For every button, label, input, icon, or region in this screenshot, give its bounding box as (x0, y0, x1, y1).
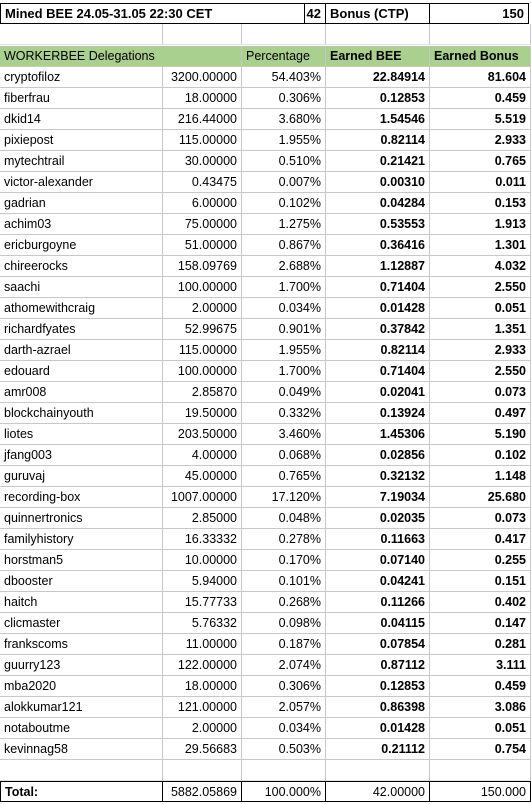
blank-cell[interactable] (326, 24, 430, 45)
table-row (0, 172, 531, 193)
blank-cell[interactable] (0, 24, 163, 45)
earned-bonus-cell[interactable]: 4.032 (430, 256, 531, 277)
earned-bee-cell[interactable]: 0.12853 (326, 88, 430, 109)
earned-bonus-cell[interactable]: 0.459 (430, 676, 531, 697)
percentage-cell[interactable]: 0.901% (242, 319, 326, 340)
table-row (0, 340, 531, 361)
delegated-amount[interactable]: 100.00000 (163, 361, 242, 382)
delegated-amount[interactable]: 2.85000 (163, 508, 242, 529)
delegated-amount[interactable]: 45.00000 (163, 466, 242, 487)
summary-row (0, 3, 531, 24)
percentage-cell[interactable]: 1.955% (242, 340, 326, 361)
percentage-cell[interactable]: 2.074% (242, 655, 326, 676)
delegated-amount[interactable]: 51.00000 (163, 235, 242, 256)
percentage-cell[interactable]: 0.034% (242, 718, 326, 739)
blank-cell[interactable] (163, 24, 242, 45)
earned-bonus-cell[interactable]: 0.102 (430, 445, 531, 466)
table-row (0, 277, 531, 298)
delegated-amount[interactable]: 216.44000 (163, 109, 242, 130)
percentage-cell[interactable]: 0.049% (242, 382, 326, 403)
earned-bee-cell[interactable]: 0.32132 (326, 466, 430, 487)
blank-cell[interactable] (163, 760, 242, 781)
earned-bonus-cell[interactable]: 1.351 (430, 319, 531, 340)
earned-bonus-cell[interactable]: 0.497 (430, 403, 531, 424)
earned-bonus-cell[interactable]: 3.086 (430, 697, 531, 718)
delegated-amount[interactable]: 15.77733 (163, 592, 242, 613)
earned-bee-cell[interactable]: 0.01428 (326, 298, 430, 319)
table-row (0, 550, 531, 571)
percentage-cell[interactable]: 3.680% (242, 109, 326, 130)
delegated-amount[interactable]: 158.09769 (163, 256, 242, 277)
earned-bee-cell[interactable]: 0.04241 (326, 571, 430, 592)
percentage-cell[interactable]: 54.403% (242, 67, 326, 88)
earned-bee-cell[interactable]: 7.19034 (326, 487, 430, 508)
delegated-amount[interactable]: 1007.00000 (163, 487, 242, 508)
table-row (0, 424, 531, 445)
earned-bee-cell[interactable]: 1.54546 (326, 109, 430, 130)
earned-bonus-cell[interactable]: 0.073 (430, 508, 531, 529)
earned-bonus-cell[interactable]: 0.417 (430, 529, 531, 550)
table-row (0, 88, 531, 109)
delegator-name[interactable]: recording-box (0, 487, 163, 508)
delegated-amount[interactable]: 29.56683 (163, 739, 242, 760)
delegated-amount[interactable]: 121.00000 (163, 697, 242, 718)
earned-bonus-cell[interactable]: 0.051 (430, 298, 531, 319)
delegated-amount[interactable]: 11.00000 (163, 634, 242, 655)
percentage-cell[interactable]: 0.332% (242, 403, 326, 424)
header-earned-bonus[interactable]: Earned Bonus (430, 46, 531, 67)
table-row (0, 676, 531, 697)
blank-cell[interactable] (0, 760, 163, 781)
table-row (0, 298, 531, 319)
delegator-name[interactable]: pixiepost (0, 130, 163, 151)
earned-bee-cell[interactable]: 0.71404 (326, 361, 430, 382)
table-row (0, 718, 531, 739)
table-row (0, 529, 531, 550)
delegator-name[interactable]: achim03 (0, 214, 163, 235)
percentage-cell[interactable]: 1.700% (242, 361, 326, 382)
delegated-amount[interactable]: 52.99675 (163, 319, 242, 340)
table-row (0, 487, 531, 508)
percentage-cell[interactable]: 0.510% (242, 151, 326, 172)
delegated-amount[interactable]: 5.94000 (163, 571, 242, 592)
percentage-cell[interactable]: 0.170% (242, 550, 326, 571)
table-row (0, 613, 531, 634)
percentage-cell[interactable]: 0.867% (242, 235, 326, 256)
delegator-name[interactable]: jfang003 (0, 445, 163, 466)
total-percentage[interactable]: 100.000% (242, 781, 326, 802)
earned-bee-cell[interactable]: 0.82114 (326, 340, 430, 361)
total-label[interactable]: Total: (0, 781, 163, 802)
table-row (0, 697, 531, 718)
percentage-cell[interactable]: 2.688% (242, 256, 326, 277)
earned-bonus-cell[interactable]: 5.190 (430, 424, 531, 445)
earned-bee-cell[interactable]: 0.86398 (326, 697, 430, 718)
earned-bee-cell[interactable]: 0.01428 (326, 718, 430, 739)
earned-bee-cell[interactable]: 22.84914 (326, 67, 430, 88)
earned-bee-cell[interactable]: 0.02856 (326, 445, 430, 466)
delegated-amount[interactable]: 115.00000 (163, 340, 242, 361)
delegator-name[interactable]: athomewithcraig (0, 298, 163, 319)
earned-bee-cell[interactable]: 0.37842 (326, 319, 430, 340)
earned-bonus-cell[interactable]: 0.011 (430, 172, 531, 193)
delegated-amount[interactable]: 2.85870 (163, 382, 242, 403)
earned-bee-cell[interactable]: 1.45306 (326, 424, 430, 445)
delegator-name[interactable]: dbooster (0, 571, 163, 592)
earned-bonus-cell[interactable]: 0.255 (430, 550, 531, 571)
delegator-name[interactable]: liotes (0, 424, 163, 445)
blank-cell[interactable] (326, 760, 430, 781)
earned-bonus-cell[interactable]: 0.459 (430, 88, 531, 109)
blank-row (0, 760, 531, 781)
header-percentage[interactable]: Percentage (242, 46, 326, 67)
total-row (0, 781, 531, 802)
earned-bee-cell[interactable]: 0.02035 (326, 508, 430, 529)
earned-bonus-cell[interactable]: 0.073 (430, 382, 531, 403)
delegated-amount[interactable]: 5.76332 (163, 613, 242, 634)
table-row (0, 508, 531, 529)
total-amount[interactable]: 5882.05869 (163, 781, 242, 802)
delegator-name[interactable]: haitch (0, 592, 163, 613)
earned-bonus-cell[interactable]: 1.913 (430, 214, 531, 235)
delegator-name[interactable]: notaboutme (0, 718, 163, 739)
delegator-name[interactable]: dkid14 (0, 109, 163, 130)
table-row (0, 319, 531, 340)
percentage-cell[interactable]: 1.275% (242, 214, 326, 235)
delegated-amount[interactable]: 6.00000 (163, 193, 242, 214)
earned-bee-cell[interactable]: 0.13924 (326, 403, 430, 424)
table-row (0, 445, 531, 466)
delegated-amount[interactable]: 2.00000 (163, 718, 242, 739)
earned-bee-cell[interactable]: 0.04284 (326, 193, 430, 214)
percentage-cell[interactable]: 0.101% (242, 571, 326, 592)
earned-bee-cell[interactable]: 0.00310 (326, 172, 430, 193)
table-row (0, 235, 531, 256)
percentage-cell[interactable]: 0.098% (242, 613, 326, 634)
table-row (0, 361, 531, 382)
bonus-value[interactable]: 150 (430, 3, 529, 24)
delegator-name[interactable]: amr008 (0, 382, 163, 403)
earned-bonus-cell[interactable]: 0.765 (430, 151, 531, 172)
table-row (0, 382, 531, 403)
delegator-name[interactable]: gadrian (0, 193, 163, 214)
delegated-amount[interactable]: 115.00000 (163, 130, 242, 151)
delegator-name[interactable]: mba2020 (0, 676, 163, 697)
table-row (0, 130, 531, 151)
blank-cell[interactable] (430, 24, 531, 45)
earned-bee-cell[interactable]: 0.71404 (326, 277, 430, 298)
bonus-label[interactable]: Bonus (CTP) (326, 3, 430, 24)
earned-bee-cell[interactable]: 0.87112 (326, 655, 430, 676)
earned-bee-cell[interactable]: 0.12853 (326, 676, 430, 697)
delegator-name[interactable]: horstman5 (0, 550, 163, 571)
delegator-name[interactable]: familyhistory (0, 529, 163, 550)
delegated-amount[interactable]: 0.43475 (163, 172, 242, 193)
table-row (0, 739, 531, 760)
percentage-cell[interactable]: 0.503% (242, 739, 326, 760)
table-row (0, 151, 531, 172)
delegated-amount[interactable]: 10.00000 (163, 550, 242, 571)
earned-bee-cell[interactable]: 1.12887 (326, 256, 430, 277)
earned-bonus-cell[interactable]: 0.281 (430, 634, 531, 655)
delegator-name[interactable]: richardfyates (0, 319, 163, 340)
delegator-name[interactable]: guruvaj (0, 466, 163, 487)
delegator-name[interactable]: alokkumar121 (0, 697, 163, 718)
earned-bee-cell[interactable]: 0.21421 (326, 151, 430, 172)
delegated-amount[interactable]: 122.00000 (163, 655, 242, 676)
mined-label[interactable]: Mined BEE 24.05-31.05 22:30 CET (0, 3, 305, 24)
earned-bonus-cell[interactable]: 1.301 (430, 235, 531, 256)
delegated-amount[interactable]: 75.00000 (163, 214, 242, 235)
percentage-cell[interactable]: 0.068% (242, 445, 326, 466)
earned-bonus-cell[interactable]: 0.151 (430, 571, 531, 592)
delegated-amount[interactable]: 30.00000 (163, 151, 242, 172)
earned-bee-cell[interactable]: 0.02041 (326, 382, 430, 403)
percentage-cell[interactable]: 1.700% (242, 277, 326, 298)
earned-bonus-cell[interactable]: 0.153 (430, 193, 531, 214)
earned-bonus-cell[interactable]: 0.051 (430, 718, 531, 739)
table-row (0, 592, 531, 613)
table-row (0, 466, 531, 487)
delegator-name[interactable]: saachi (0, 277, 163, 298)
delegator-name[interactable]: clicmaster (0, 613, 163, 634)
earned-bonus-cell[interactable]: 2.550 (430, 277, 531, 298)
earned-bee-cell[interactable]: 0.53553 (326, 214, 430, 235)
earned-bonus-cell[interactable]: 25.680 (430, 487, 531, 508)
earned-bonus-cell[interactable]: 0.754 (430, 739, 531, 760)
percentage-cell[interactable]: 17.120% (242, 487, 326, 508)
delegated-amount[interactable]: 16.33332 (163, 529, 242, 550)
delegator-name[interactable]: ericburgoyne (0, 235, 163, 256)
delegator-name[interactable]: guurry123 (0, 655, 163, 676)
blank-row (0, 24, 531, 45)
earned-bonus-cell[interactable]: 5.519 (430, 109, 531, 130)
header-delegations[interactable]: WORKERBEE Delegations (0, 46, 242, 67)
mined-value[interactable]: 42 (305, 3, 326, 24)
percentage-cell[interactable]: 1.955% (242, 130, 326, 151)
delegator-name[interactable]: darth-azrael (0, 340, 163, 361)
earned-bonus-cell[interactable]: 0.402 (430, 592, 531, 613)
percentage-cell[interactable]: 0.048% (242, 508, 326, 529)
header-earned-bee[interactable]: Earned BEE (326, 46, 430, 67)
table-row (0, 256, 531, 277)
table-row (0, 193, 531, 214)
percentage-cell[interactable]: 0.268% (242, 592, 326, 613)
percentage-cell[interactable]: 0.102% (242, 193, 326, 214)
earned-bonus-cell[interactable]: 2.933 (430, 130, 531, 151)
earned-bonus-cell[interactable]: 2.550 (430, 361, 531, 382)
percentage-cell[interactable]: 2.057% (242, 697, 326, 718)
delegated-amount[interactable]: 18.00000 (163, 676, 242, 697)
earned-bee-cell[interactable]: 0.36416 (326, 235, 430, 256)
percentage-cell[interactable]: 0.306% (242, 676, 326, 697)
delegated-amount[interactable]: 3200.00000 (163, 67, 242, 88)
delegator-name[interactable]: mytechtrail (0, 151, 163, 172)
delegated-amount[interactable]: 18.00000 (163, 88, 242, 109)
earned-bonus-cell[interactable]: 1.148 (430, 466, 531, 487)
earned-bonus-cell[interactable]: 3.111 (430, 655, 531, 676)
percentage-cell[interactable]: 0.765% (242, 466, 326, 487)
earned-bee-cell[interactable]: 0.04115 (326, 613, 430, 634)
table-row (0, 214, 531, 235)
blank-cell[interactable] (242, 760, 326, 781)
delegator-name[interactable]: kevinnag58 (0, 739, 163, 760)
earned-bee-cell[interactable]: 0.07854 (326, 634, 430, 655)
delegator-name[interactable]: cryptofiloz (0, 67, 163, 88)
earned-bonus-cell[interactable]: 0.147 (430, 613, 531, 634)
earned-bee-cell[interactable]: 0.21112 (326, 739, 430, 760)
delegated-amount[interactable]: 203.50000 (163, 424, 242, 445)
delegated-amount[interactable]: 19.50000 (163, 403, 242, 424)
delegator-name[interactable]: victor-alexander (0, 172, 163, 193)
delegated-amount[interactable]: 2.00000 (163, 298, 242, 319)
earned-bee-cell[interactable]: 0.07140 (326, 550, 430, 571)
table-row (0, 634, 531, 655)
percentage-cell[interactable]: 0.278% (242, 529, 326, 550)
table-row (0, 67, 531, 88)
earned-bonus-cell[interactable]: 2.933 (430, 340, 531, 361)
percentage-cell[interactable]: 0.007% (242, 172, 326, 193)
earned-bee-cell[interactable]: 0.11266 (326, 592, 430, 613)
delegator-name[interactable]: quinnertronics (0, 508, 163, 529)
delegator-name[interactable]: blockchainyouth (0, 403, 163, 424)
total-earned-bonus[interactable]: 150.000 (430, 781, 531, 802)
earned-bonus-cell[interactable]: 81.604 (430, 67, 531, 88)
table-row (0, 403, 531, 424)
percentage-cell[interactable]: 0.306% (242, 88, 326, 109)
delegated-amount[interactable]: 100.00000 (163, 277, 242, 298)
delegator-name[interactable]: frankscoms (0, 634, 163, 655)
total-earned-bee[interactable]: 42.00000 (326, 781, 430, 802)
header-row (0, 46, 531, 67)
earned-bee-cell[interactable]: 0.11663 (326, 529, 430, 550)
table-row (0, 109, 531, 130)
blank-cell[interactable] (430, 760, 531, 781)
percentage-cell[interactable]: 3.460% (242, 424, 326, 445)
blank-cell[interactable] (242, 24, 326, 45)
earned-bee-cell[interactable]: 0.82114 (326, 130, 430, 151)
table-row (0, 571, 531, 592)
delegator-name[interactable]: chireerocks (0, 256, 163, 277)
delegator-name[interactable]: edouard (0, 361, 163, 382)
percentage-cell[interactable]: 0.034% (242, 298, 326, 319)
table-row (0, 655, 531, 676)
percentage-cell[interactable]: 0.187% (242, 634, 326, 655)
delegated-amount[interactable]: 4.00000 (163, 445, 242, 466)
delegator-name[interactable]: fiberfrau (0, 88, 163, 109)
